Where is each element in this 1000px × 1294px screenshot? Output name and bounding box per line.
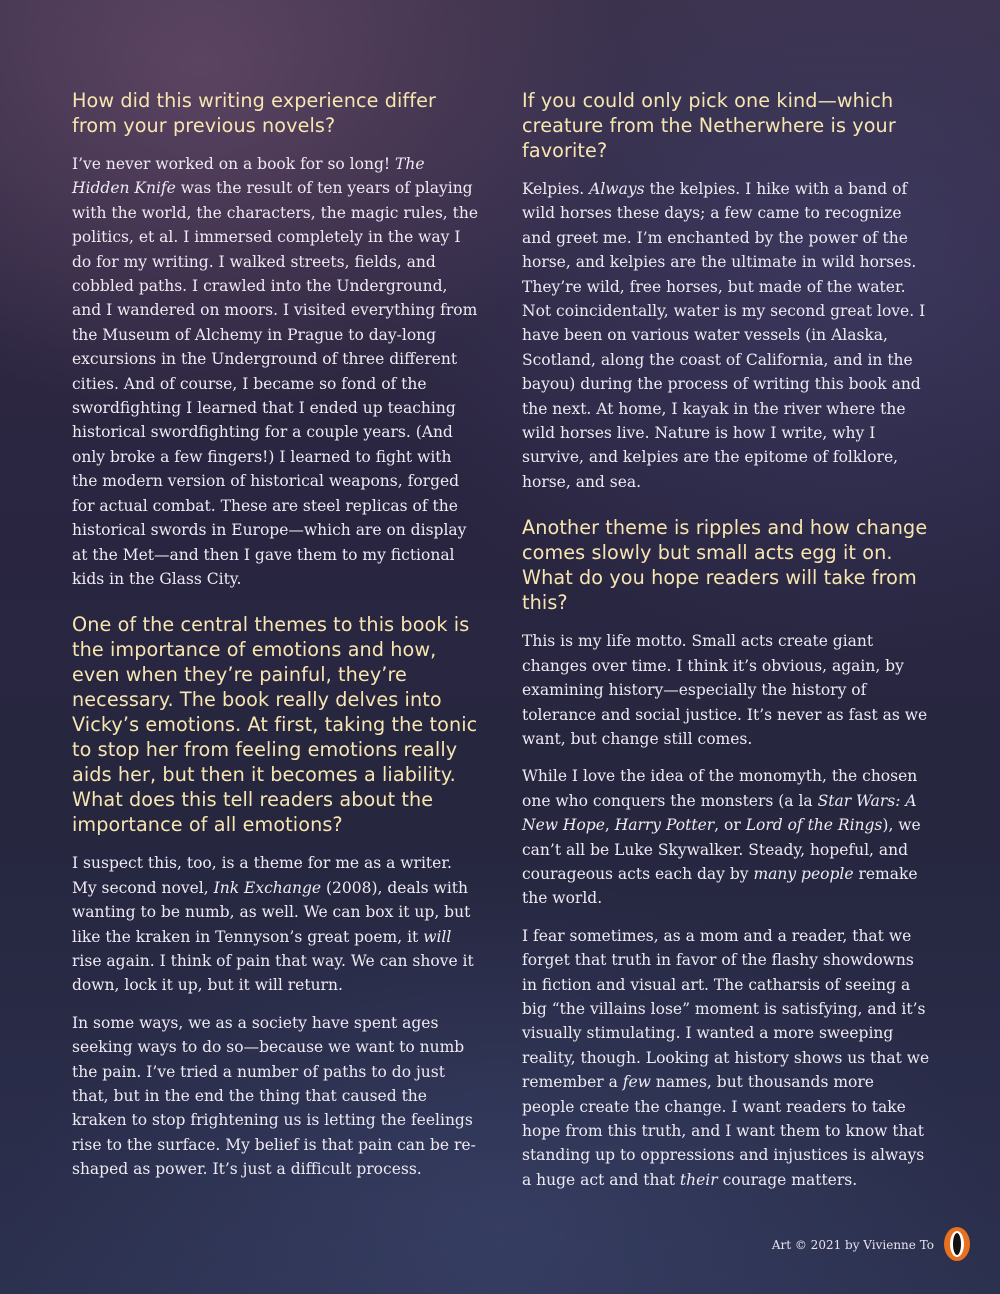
text-run: I fear sometimes, as a mom and a reader, that we forget that truth in favor of the flashy showdowns in fiction and visual art. The catharsis of seeing a big “the villains lose” moment is satisfying, and it’s visually stimulating. I wanted a more sweeping reality, though. Looking at history shows us that we remember a: [522, 926, 930, 1092]
text-run: was the result of ten years of playing with the world, the characters, the magic rules, the politics, et al. I immersed completely in the way I do for my writing. I walked streets, fields, and cobbled paths. I crawled into the Underground, and I wandered on moors. I visited everything from the Museum of Alchemy in Prague to day-long excursions in the Underground of three different cities. And of course, I became so fond of the swordfighting I learned that I ended up teaching historical swordfighting for a couple years. (And only broke a few fingers!) I learned to fight with the modern version of historical weapons, forged for actual combat. These are steel replicas of the historical swords in Europe—which are on display at the Met—and then I gave them to my fictional kids in the Glass City.: [72, 179, 479, 588]
emphasis: Always: [589, 180, 645, 198]
emphasis: many people: [753, 864, 854, 883]
title-reference: Harry Potter: [614, 816, 715, 835]
text-run: ,: [604, 816, 615, 835]
text-run: rise again. I think of pain that way. We can shove it down, lock it up, but it will return.: [72, 951, 474, 995]
title-reference: Star Wars: A New Hope: [522, 791, 917, 835]
question-heading: How did this writing experience differ from your previous novels?: [72, 89, 437, 137]
answer-paragraph: In some ways, we as a society have spent ages seeking ways to do so—because we want to numb the pain. I’ve tried a number of paths to do just that, but in the end the thing that caused the kraken to stop frightening us is letting the feelings rise to the surface. My belief is that pain can be re-shaped as power. It’s just a difficult process.: [72, 1013, 476, 1179]
question-heading: If you could only pick one kind—which creature from the Netherwhere is your favorite?: [522, 89, 896, 162]
answer-paragraph: This is my life motto. Small acts create giant changes over time. I think it’s obvious, again, by examining history—especially the history of tolerance and social justice. It’s never as fast as we want, but change still comes.: [522, 632, 928, 748]
book-title: Ink Exchange: [213, 878, 322, 897]
emphasis: few: [622, 1073, 651, 1092]
left-column: [72, 88, 480, 1195]
text-run: Kelpies.: [522, 180, 590, 198]
emphasis: their: [679, 1170, 718, 1189]
question-heading: One of the central themes to this book is the importance of emotions and how, even when they’re painful, they’re necessary. The book really delves into Vicky’s emotions. At first, taking the tonic to stop her from feeling emotions really aids her, but then it becomes a liability. What does this tell readers about the importance of all emotions?: [72, 613, 478, 837]
text-run: I suspect this, too, is a theme for me as a writer. My second novel,: [72, 854, 452, 897]
emphasis: will: [423, 927, 452, 946]
answer-paragraph: [72, 152, 480, 591]
text-run: I’ve never worked on a book for so long!: [72, 155, 396, 173]
answer-paragraph: [522, 764, 930, 910]
penguin-logo-icon: [944, 1227, 970, 1261]
answer-paragraph: [72, 851, 480, 997]
text-run: names, but thousands more people create the change. I want readers to take hope from this truth, and I want them to know that standing up to oppressions and injustices is always a huge act and that: [522, 1073, 925, 1189]
right-column: [522, 88, 930, 1205]
text-run: While I love the idea of the monomyth, the chosen one who conquers the monsters (a la: [522, 767, 918, 810]
answer-paragraph: [522, 177, 930, 494]
text-run: , or: [714, 816, 746, 835]
text-run: remake the world.: [522, 864, 918, 908]
answer-paragraph: [522, 924, 930, 1192]
text-run: ), we can’t all be Luke Skywalker. Steady, hopeful, and courageous acts each day by: [522, 816, 921, 883]
art-credit: Art © 2021 by Vivienne To: [771, 1238, 934, 1252]
title-reference: Lord of the Rings: [745, 816, 883, 835]
text-run: courage matters.: [717, 1170, 858, 1189]
book-title: The Hidden Knife: [72, 155, 425, 198]
question-heading: Another theme is ripples and how change comes slowly but small acts egg it on. What do you hope readers will take from this?: [522, 516, 928, 615]
text-run: the kelpies. I hike with a band of wild horses these days; a few came to recognize and greet me. I’m enchanted by the power of the horse, and kelpies are the ultimate in wild horses. They’re wild, free horses, but made of the water. Not coincidentally, water is my second great love. I have been on various water vessels (in Alaska, Scotland, along the coast of California, and in the bayou) during the process of writing this book and the next. At home, I kayak in the river where the wild horses live. Nature is how I write, why I survive, and kelpies are the epitome of folklore, horse, and sea.: [522, 180, 926, 491]
text-run: (2008), deals with wanting to be numb, as well. We can box it up, but like the kraken in Tennyson’s great poem, it: [72, 878, 471, 946]
